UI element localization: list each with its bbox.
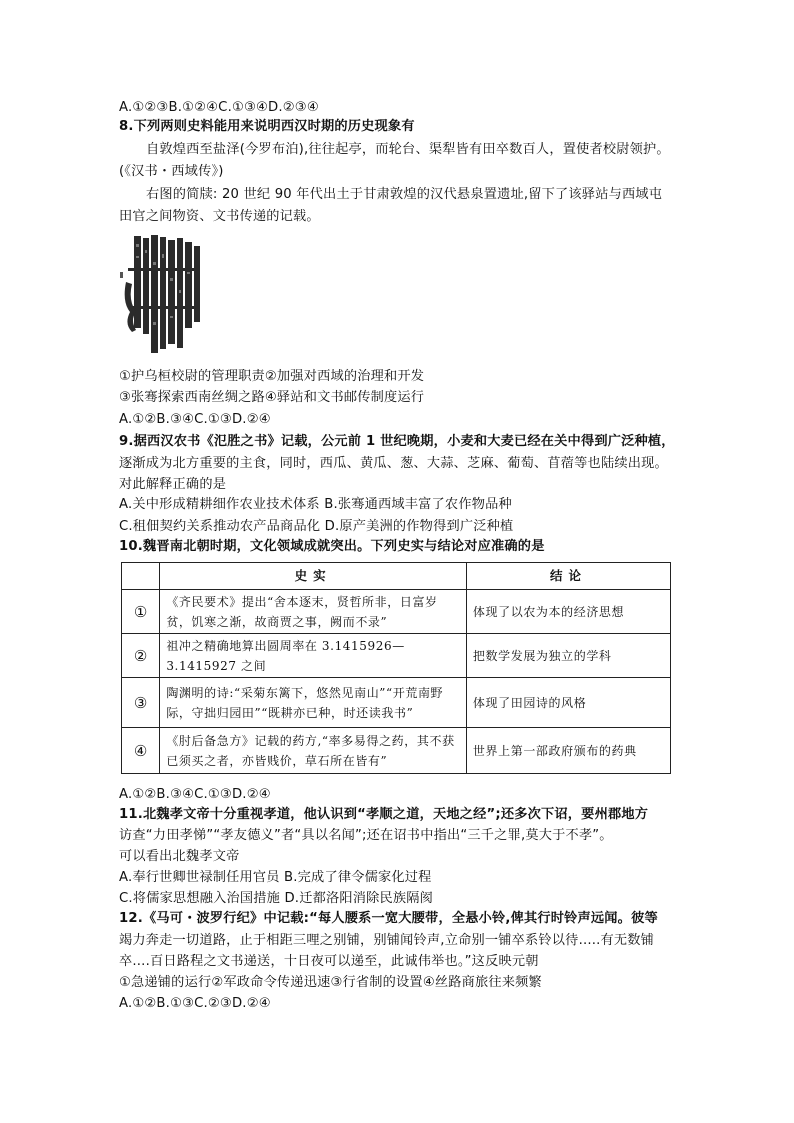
q12-line3: 卒....百日路程之文书递送，十日夜可以递至，此诚伟举也。”这反映元朝 <box>119 954 539 969</box>
q8-items-line2: ③张骞探索西南丝绸之路④驿站和文书邮传制度运行 <box>119 390 425 405</box>
q9-line3: 对此解释正确的是 <box>119 477 227 492</box>
q8-stem: 8.下列两则史料能用来说明西汉时期的历史现象有 <box>119 119 415 134</box>
table-header-row <box>122 563 671 590</box>
q12-items: ①急递铺的运行②军政命令传递迅速③行省制的设置④丝路商旅往来频繁 <box>119 975 542 990</box>
q8-source2-line1: 右图的简牍: 20 世纪 90 年代出土于甘肃敦煌的汉代悬泉置遗址,留下了该驿站与西域屯 <box>146 187 663 202</box>
q9-line2: 逐渐成为北方重要的主食，同时，西瓜、黄瓜、葱、大蒜、芝麻、葡萄、苜蓿等也陆续出现。 <box>119 456 668 471</box>
row-number: ④ <box>122 728 160 774</box>
q12-line1: 12.《马可・波罗行纪》中记载:“每人腰系一宽大腰带，全悬小铃,俾其行时铃声远闻。彼等 <box>119 911 658 926</box>
q8-options: A.①②B.③④C.①③D.②④ <box>119 412 271 427</box>
q8-source2-line2: 田官之间物资、文书传递的记载。 <box>119 209 320 224</box>
row-conclusion: 体现了以农为本的经济思想 <box>472 604 625 619</box>
row-fact: 《肘后备急方》记载的药方,“率多易得之药，其不获已须买之者，亦皆贱价，草石所在皆有” <box>166 733 455 768</box>
table-row <box>122 634 671 678</box>
row-fact: 陶渊明的诗:“采菊东篱下，悠然见南山”“开荒南野际，守拙归园田”“既耕亦已种，时还读我书” <box>166 685 444 720</box>
q11-options-ab: A.奉行世卿世禄制任用官员 B.完成了律令儒家化过程 <box>119 870 432 885</box>
row-conclusion: 把数学发展为独立的学科 <box>472 648 612 663</box>
q12-line2: 竭力奔走一切道路，止于相距三哩之别铺，别铺闻铃声,立命别一铺卒系铃以待.....有无数铺 <box>119 933 655 948</box>
q11-line3: 可以看出北魏孝文帝 <box>119 849 240 864</box>
q9-options-cd: C.租佃契约关系推动农产品商品化 D.原产美洲的作物得到广泛种植 <box>119 519 514 534</box>
q10-stem: 10.魏晋南北朝时期，文化领域成就突出。下列史实与结论对应准确的是 <box>119 539 545 554</box>
q8-source1-line1: 自敦煌西至盐泽(今罗布泊),往往起亭，而轮台、渠犁皆有田卒数百人，置使者校尉领护。 <box>146 142 670 157</box>
row-conclusion: 世界上第一部政府颁布的药典 <box>472 743 637 758</box>
row-conclusion: 体现了田园诗的风格 <box>472 695 587 710</box>
table-row <box>122 590 671 634</box>
q11-line1: 11.北魏孝文帝十分重视孝道，他认识到“孝顺之道，天地之经”;还多次下诏，要州郡地方 <box>119 807 649 822</box>
row-fact: 《齐民要术》提出“舍本逐末，贤哲所非，日富岁贫，饥寒之渐，故商贾之事，阙而不录” <box>166 594 438 629</box>
q8-source1-line2: (《汉书・西域传》) <box>119 164 224 179</box>
row-number: ① <box>122 590 160 634</box>
q11-options-cd: C.将儒家思想融入治国措施 D.迁都洛阳消除民族隔阂 <box>119 891 434 906</box>
table-header-num <box>122 563 160 590</box>
q9-line1: 9.据西汉农书《氾胜之书》记载，公元前 1 世纪晚期，小麦和大麦已经在关中得到广泛种植， <box>119 434 675 449</box>
q8-items-line1: ①护乌桓校尉的管理职责②加强对西域的治理和开发 <box>119 369 425 384</box>
q12-options: A.①②B.①③C.②③D.②④ <box>119 996 271 1011</box>
row-number: ③ <box>122 678 160 728</box>
table-row <box>122 728 671 774</box>
q11-line2: 访查“力田孝悌”“孝友德义”者“具以名闻”;还在诏书中指出“三千之罪,莫大于不孝”。 <box>119 828 613 843</box>
q7-options: A.①②③B.①②④C.①③④D.②③④ <box>119 100 319 115</box>
q9-options-ab: A.关中形成精耕细作农业技术体系 B.张骞通西域丰富了农作物品种 <box>119 497 512 512</box>
han-bamboo-slip-image <box>120 232 206 362</box>
table-header-conclusion: 结论 <box>466 563 670 590</box>
table-header-fact: 史实 <box>160 563 467 590</box>
history-facts-table <box>121 562 671 774</box>
q10-options: A.①②B.③④C.①③D.②④ <box>119 787 271 802</box>
row-fact: 祖冲之精确地算出圆周率在 3.1415926—3.1415927 之间 <box>166 638 405 673</box>
row-number: ② <box>122 634 160 678</box>
table-row <box>122 678 671 728</box>
